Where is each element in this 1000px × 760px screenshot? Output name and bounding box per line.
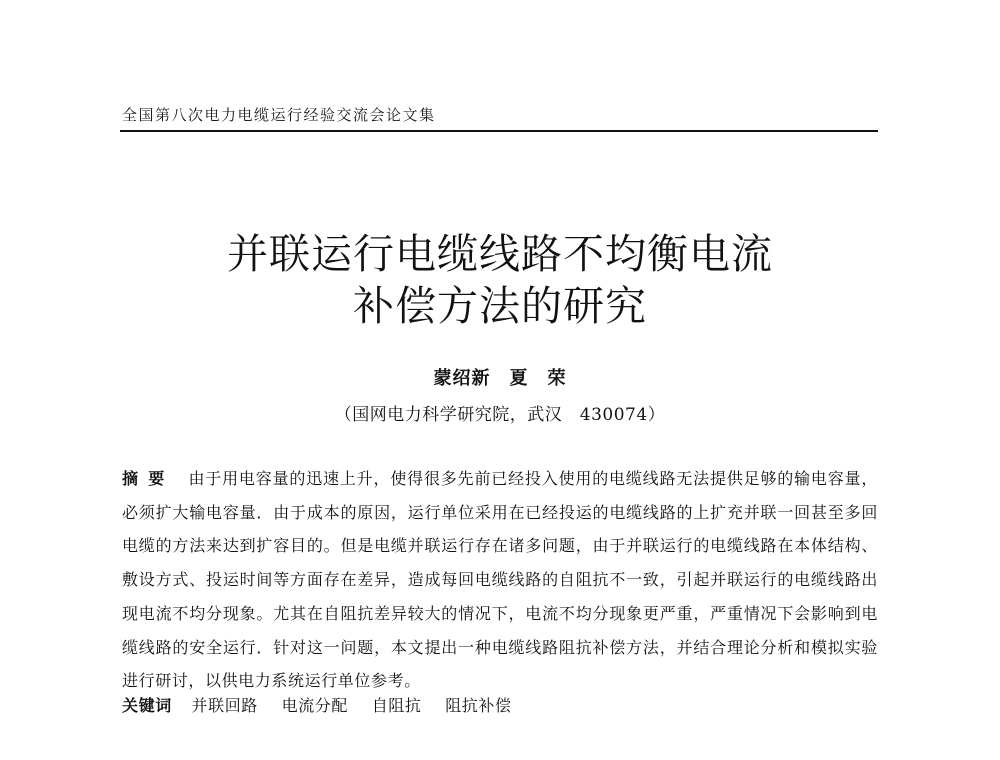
abstract-label: 摘要: [122, 469, 175, 488]
header-rule: [120, 130, 878, 132]
keyword-item: 阻抗补偿: [445, 696, 512, 715]
keyword-item: 自阻抗: [371, 696, 422, 715]
running-header: 全国第八次电力电缆运行经验交流会论文集: [122, 106, 436, 124]
abstract: [122, 462, 878, 698]
affiliation: （国网电力科学研究院，武汉 430074）: [334, 405, 666, 425]
keywords-label: 关键词: [122, 696, 172, 715]
authors: 蒙绍新 夏 荣: [433, 368, 567, 389]
paper-title: [120, 228, 880, 332]
keywords: [122, 693, 878, 716]
title-line-2: 补偿方法的研究: [353, 282, 647, 330]
abstract-text: 由于用电容量的迅速上升，使得很多先前已经投入使用的电缆线路无法提供足够的输电容量，必须扩大输电容量．由于成本的原因，运行单位采用在已经投运的电缆线路的上扩充并联一回甚至多回电缆的方法来达到扩容目的。但是电缆并联运行存在诸多问题，由于并联运行的电缆线路在本体结构、敷设方式、投运时间等方面存在差异，造成每回电缆线路的自阻抗不一致，引起并联运行的电缆线路出现电流不均分现象。尤其在自阻抗差异较大的情况下，电流不均分现象更严重，严重情况下会影响到电缆线路的安全运行．针对这一问题，本文提出一种电缆线路阻抗补偿方法，并结合理论分析和模拟实验进行研讨，以供电力系统运行单位参考。: [122, 469, 878, 691]
keyword-item: 电流分配: [281, 696, 348, 715]
keyword-item: 并联回路: [191, 696, 258, 715]
title-line-1: 并联运行电缆线路不均衡电流: [227, 230, 773, 278]
